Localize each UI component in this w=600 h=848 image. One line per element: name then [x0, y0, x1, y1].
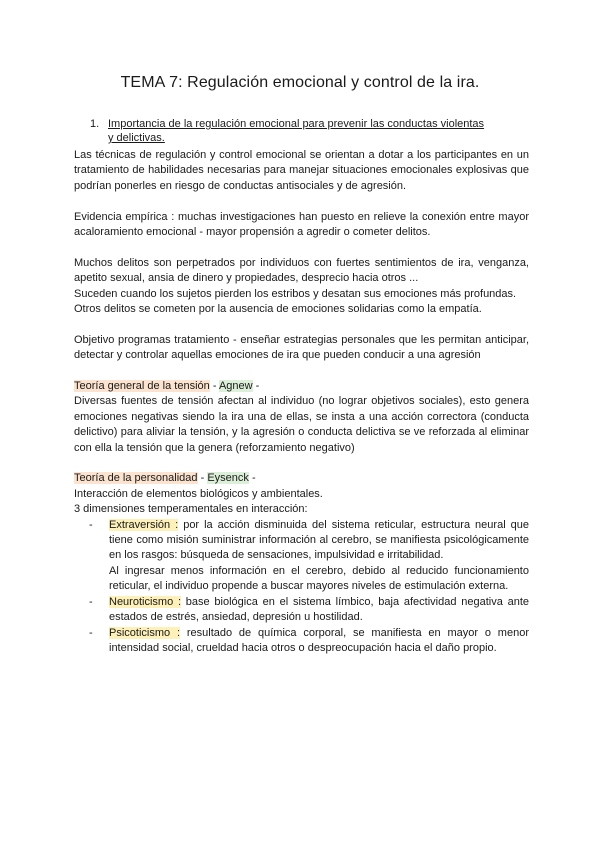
author-label: Agnew — [218, 380, 253, 393]
paragraph: Las técnicas de regulación y control emocional se orientan a dotar a los participantes en un tratamiento de habilidades necesarias para manejar situaciones emocionales explosivas que podrían ponerles en riesgo de conductas antisociales y de agresión. — [74, 149, 529, 192]
bullet-dash: - — [89, 626, 93, 639]
theory-heading-tension: Teoría general de la tensión - Agnew - — [74, 380, 260, 393]
section-heading-text: Importancia de la regulación emocional para prevenir las conductas violentas y delictivas. — [108, 118, 485, 144]
list-item: - Neuroticismo : base biológica en el sistema límbico, baja afectividad negativa ante estados de estrés, ansiedad, depresión u hostilidad. — [89, 595, 530, 624]
section-number: 1. — [90, 118, 100, 130]
dimension-list — [74, 518, 529, 657]
paragraph: Al ingresar menos información en el cerebro, debido al reducido funcionamiento reticular, el individuo propende a buscar mayores niveles de estimulación externa. — [109, 564, 529, 593]
bullet-dash: - — [89, 595, 93, 608]
theory-label: Teoría general de la tensión — [74, 380, 210, 393]
list-item: - Extraversión : por la acción disminuida del sistema reticular, estructura neural que tiene como misión suministrar información al cerebro, se manifiesta psicológicamente en los rasgos: búsqueda de sensaciones, impulsividad e irritabilidad. Al ingresar menos información en el cerebro, debido al reducido funcionamiento reticular, el individuo propende a buscar mayores niveles de estimulación externa. — [74, 518, 529, 595]
list-item: - Psicoticismo : resultado de química corporal, se manifiesta en mayor o menor intensidad social, crueldad hacia otros o despreocupación hacia el daño propio. — [89, 626, 529, 654]
paragraph: Objetivo programas tratamiento - enseñar estrategias personales que les permitan anticipar, detectar y controlar aquellas emociones de ira que pueden conducir a una agresión — [74, 333, 529, 362]
theory-heading-personality: Teoría de la personalidad - Eysenck - — [74, 472, 256, 485]
paragraph: Diversas fuentes de tensión afectan al individuo (no lograr objetivos sociales), esto genera emociones negativas siendo la ira una de ellas, se insta a una acción correctora (conducta delictivo) para aliviar la tensión, y la agresión o conducta delictiva se ve reforzada al eliminar con ella la tensión que la genera (reforzamiento negativo) — [74, 395, 529, 454]
page-title: TEMA 7: Regulación emocional y control de la ira. — [120, 74, 480, 91]
paragraph: Interacción de elementos biológicos y ambientales. — [74, 487, 323, 500]
paragraph: Otros delitos se cometen por la ausencia de emociones solidarias como la empatía. — [74, 303, 482, 316]
dimension-term: Extraversión — [109, 518, 171, 531]
paragraph: Suceden cuando los sujetos pierden los estribos y desatan sus emociones más profundas. — [74, 287, 517, 300]
theory-label: Teoría de la personalidad — [74, 472, 198, 485]
paragraph: 3 dimensiones temperamentales en interacción: — [74, 503, 308, 516]
paragraph: Muchos delitos son perpetrados por individuos con fuertes sentimientos de ira, venganza, apetito sexual, ansia de dinero y propiedades, desprecio hacia otros ... — [74, 256, 529, 285]
bullet-dash: - — [89, 518, 93, 531]
dimension-term: Psicoticismo — [109, 626, 171, 639]
paragraph: Evidencia empírica : muchas investigaciones han puesto en relieve la conexión entre mayor acaloramiento emocional - mayor propensión a agredir o cometer delitos. — [74, 210, 529, 239]
dimension-term: Neuroticismo — [109, 595, 174, 608]
document-body — [74, 148, 529, 656]
author-label: Eysenck — [207, 472, 249, 485]
